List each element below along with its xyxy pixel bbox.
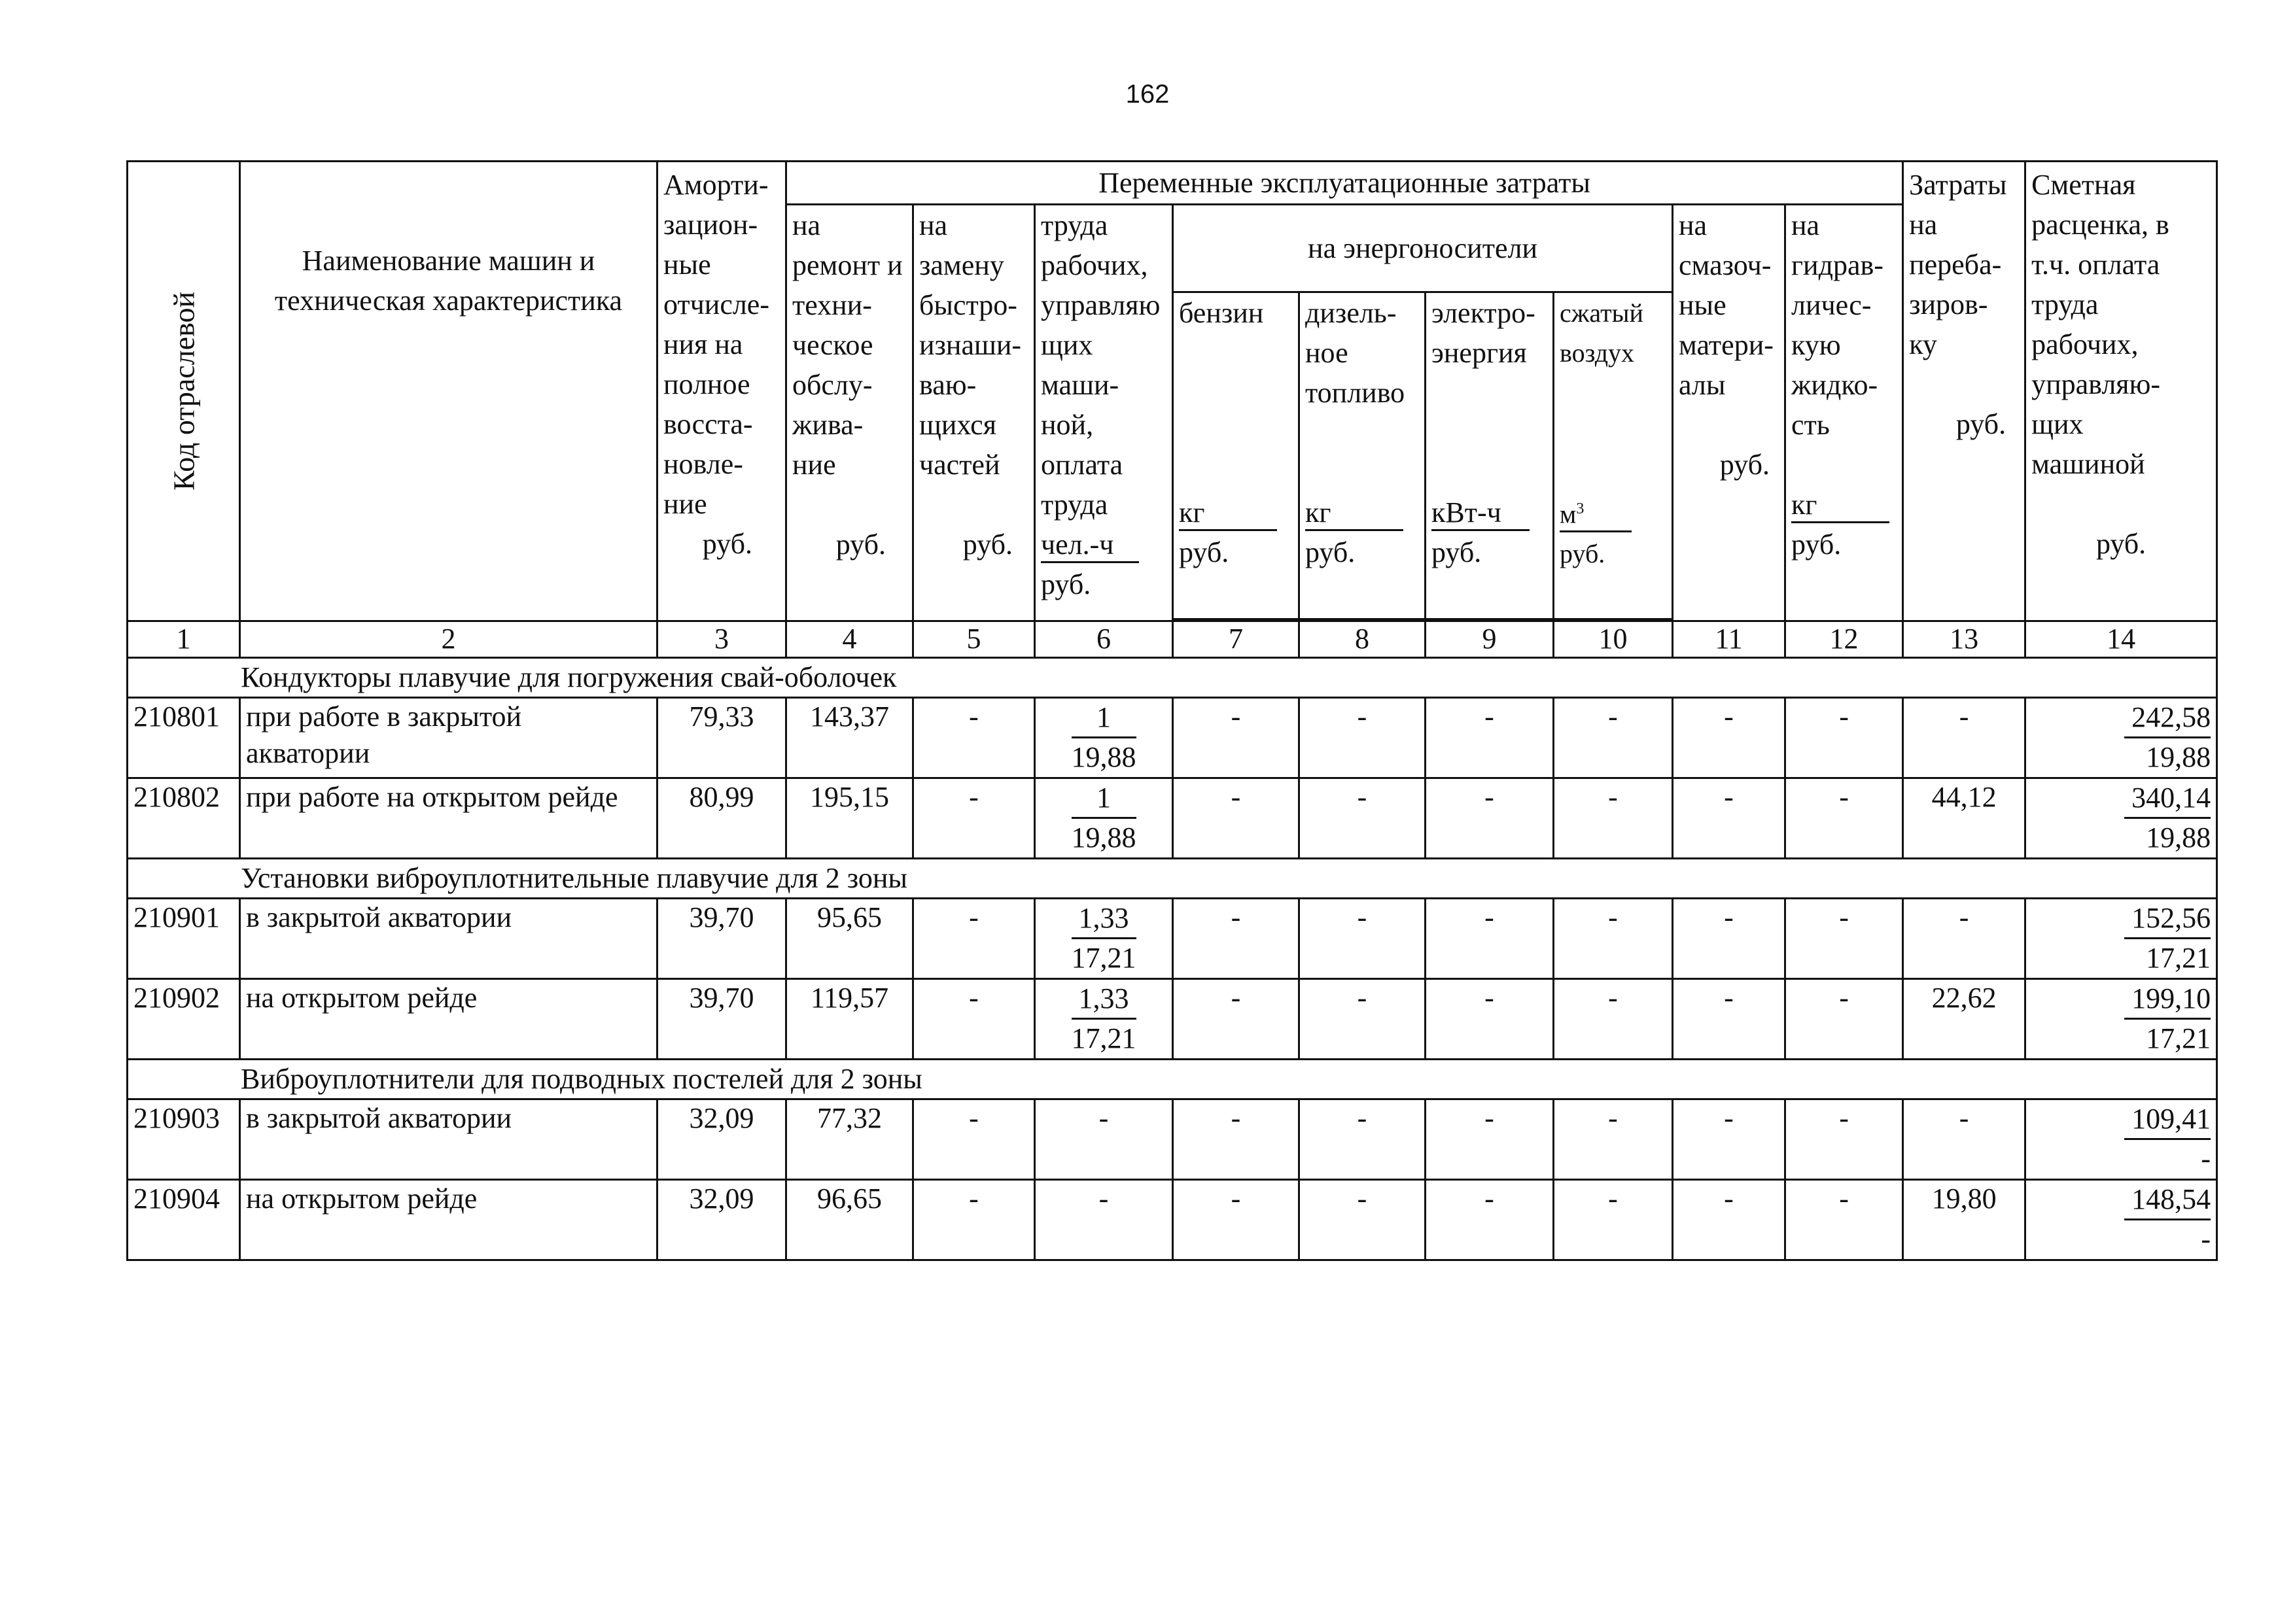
row-relocation: 22,62 [1903, 979, 2025, 1060]
row-code: 210904 [128, 1180, 240, 1260]
row-amort: 79,33 [657, 698, 786, 778]
fraction-numerator: 148,54 [2124, 1181, 2211, 1220]
header-line: техни- [792, 289, 872, 321]
header-line: энергия [1431, 337, 1527, 369]
row-hydro: - [1785, 698, 1903, 778]
row-replace: - [913, 778, 1035, 859]
header-lube [1673, 205, 1785, 621]
petrol-rub: руб. [1179, 536, 1229, 568]
row-hydro: - [1785, 979, 1903, 1060]
row-estimate [2025, 698, 2217, 778]
row-repair: 77,32 [786, 1099, 913, 1180]
row-relocation: - [1903, 899, 2025, 979]
column-number-9: 9 [1426, 621, 1554, 658]
row-lube: - [1673, 899, 1785, 979]
header-line: ной, [1041, 409, 1094, 441]
row-estimate [2025, 778, 2217, 859]
header-line: Аморти- [663, 169, 769, 201]
header-line: щих [2031, 408, 2084, 440]
row-estimate [2025, 979, 2217, 1060]
column-number-3: 3 [657, 621, 786, 658]
row-code: 210802 [128, 778, 240, 859]
row-air: - [1554, 1180, 1673, 1260]
row-relocation: 19,80 [1903, 1180, 2025, 1260]
row-amort: 32,09 [657, 1099, 786, 1180]
row-air: - [1554, 778, 1673, 859]
header-line: рабочих, [1041, 249, 1148, 281]
header-line: на [792, 209, 821, 241]
row-repair: 119,57 [786, 979, 913, 1060]
row-hydro: - [1785, 899, 1903, 979]
row-petrol: - [1173, 1099, 1299, 1180]
header-petrol: бензин кг руб. [1173, 292, 1299, 619]
table-row [128, 1180, 2217, 1260]
row-name: при работе на открытом рейде [240, 778, 657, 859]
header-line: электро- [1431, 297, 1535, 329]
row-name: в закрытой акватории [240, 899, 657, 979]
header-amort [657, 162, 786, 621]
hydro-unit: кг [1791, 489, 1889, 523]
row-relocation: - [1903, 698, 2025, 778]
row-petrol: - [1173, 979, 1299, 1060]
row-diesel: - [1299, 899, 1426, 979]
column-number-2: 2 [240, 621, 657, 658]
row-hydro: - [1785, 1099, 1903, 1180]
diesel-unit: кг [1305, 496, 1403, 531]
reloc-unit: руб. [1955, 408, 2006, 440]
column-number-13: 13 [1903, 621, 2025, 658]
row-labor [1035, 698, 1173, 778]
section-row [128, 859, 2217, 899]
header-line: Сметная [2031, 169, 2136, 201]
fraction-denominator: 19,88 [2146, 821, 2211, 854]
header-line: новле- [663, 448, 743, 480]
fraction-numerator: 1,33 [1072, 980, 1136, 1020]
table-row [128, 899, 2217, 979]
row-labor: - [1035, 1099, 1173, 1180]
header-line: сжатый [1560, 298, 1643, 328]
fraction-denominator: 19,88 [2146, 741, 2211, 773]
fraction-numerator: 242,58 [2124, 699, 2211, 738]
row-estimate [2025, 1099, 2217, 1180]
column-numbers-row [128, 621, 2217, 658]
row-petrol: - [1173, 778, 1299, 859]
table-row [128, 778, 2217, 859]
petrol-unit: кг [1179, 496, 1277, 531]
row-labor [1035, 979, 1173, 1060]
row-diesel: - [1299, 1099, 1426, 1180]
header-diesel [1299, 292, 1426, 619]
page-number: 162 [1125, 80, 1170, 109]
fraction-denominator: - [2201, 1143, 2211, 1175]
header-labor [1035, 205, 1173, 621]
row-diesel: - [1299, 698, 1426, 778]
column-number-14: 14 [2025, 621, 2217, 658]
table-row [128, 979, 2217, 1060]
amort-unit: руб. [702, 528, 752, 560]
row-diesel: - [1299, 979, 1426, 1060]
fraction-numerator: 1 [1072, 699, 1136, 738]
row-air: - [1554, 899, 1673, 979]
fraction-denominator: 17,21 [2146, 1022, 2211, 1054]
header-line: щихся [919, 409, 996, 441]
row-electric: - [1426, 698, 1554, 778]
row-name: в закрытой акватории [240, 1099, 657, 1180]
row-lube: - [1673, 979, 1785, 1060]
lube-unit: руб. [1719, 449, 1770, 481]
header-line: изнаши- [919, 329, 1022, 361]
row-lube: - [1673, 1099, 1785, 1180]
header-line: замену [919, 249, 1004, 281]
row-code: 210801 [128, 698, 240, 778]
header-line: матери- [1679, 329, 1774, 361]
header-line: восста- [663, 408, 753, 440]
row-relocation: 44,12 [1903, 778, 2025, 859]
fraction-denominator: 17,21 [1071, 942, 1136, 974]
labor-unit: чел.-ч [1041, 528, 1139, 563]
fraction-denominator: 19,88 [1071, 821, 1136, 854]
column-number-12: 12 [1785, 621, 1903, 658]
row-diesel: - [1299, 778, 1426, 859]
section-row [128, 1060, 2217, 1099]
header-line: оплата [1041, 449, 1123, 481]
row-amort: 80,99 [657, 778, 786, 859]
row-repair: 143,37 [786, 698, 913, 778]
header-line: зиров- [1909, 288, 1988, 320]
row-amort: 39,70 [657, 899, 786, 979]
row-electric: - [1426, 979, 1554, 1060]
row-amort: 39,70 [657, 979, 786, 1060]
row-repair: 195,15 [786, 778, 913, 859]
table-row [128, 698, 2217, 778]
header-line: труда [1041, 209, 1108, 241]
column-number-5: 5 [913, 621, 1035, 658]
header-line: рабочих, [2031, 328, 2139, 360]
header-line: ваю- [919, 369, 977, 401]
fraction-denominator: 19,88 [1071, 741, 1136, 773]
header-line: на [919, 209, 948, 241]
header-line: обслу- [792, 369, 873, 401]
header-line: ние [663, 488, 707, 520]
header-line: жидко- [1791, 369, 1878, 401]
row-diesel: - [1299, 1180, 1426, 1260]
row-relocation: - [1903, 1099, 2025, 1180]
section-title: Виброуплотнители для подводных постелей для 2 зоны [128, 1060, 2217, 1099]
header-line: воздух [1560, 338, 1635, 368]
header-line: кую [1791, 329, 1841, 361]
fraction-denominator: 17,21 [1071, 1022, 1136, 1054]
header-line: топливо [1305, 377, 1405, 409]
header-line: смазоч- [1679, 249, 1772, 281]
fraction-numerator: 109,41 [2124, 1100, 2211, 1140]
header-line: гидрав- [1791, 249, 1883, 281]
row-petrol: - [1173, 698, 1299, 778]
row-lube: - [1673, 778, 1785, 859]
header-line: быстро- [919, 289, 1017, 321]
row-air: - [1554, 979, 1673, 1060]
header-line: на [1679, 209, 1708, 241]
header-line: расценка, в [2031, 209, 2169, 241]
header-line: ремонт и [792, 249, 903, 281]
header-line: зацион- [663, 209, 758, 241]
header-electric [1426, 292, 1554, 619]
header-line: труда [2031, 288, 2099, 320]
header-line: алы [1679, 369, 1726, 401]
section-title: Кондукторы плавучие для погружения свай-оболочек [128, 658, 2217, 698]
fraction-denominator: - [2201, 1223, 2211, 1255]
header-line: труда [1041, 489, 1108, 521]
row-petrol: - [1173, 1180, 1299, 1260]
electric-rub: руб. [1431, 536, 1482, 568]
row-lube: - [1673, 1180, 1785, 1260]
column-number-11: 11 [1673, 621, 1785, 658]
header-line: управляю- [2031, 368, 2161, 400]
row-petrol: - [1173, 899, 1299, 979]
row-code: 210903 [128, 1099, 240, 1180]
column-number-7: 7 [1173, 621, 1299, 658]
fraction-numerator: 152,56 [2124, 899, 2211, 939]
row-repair: 96,65 [786, 1180, 913, 1260]
fraction-denominator: 17,21 [2146, 942, 2211, 974]
row-labor [1035, 899, 1173, 979]
header-line: частей [919, 449, 1000, 481]
row-replace: - [913, 979, 1035, 1060]
header-energy: на энергоносители [1173, 205, 1673, 292]
header-repair [786, 205, 913, 621]
column-number-10: 10 [1554, 621, 1673, 658]
header-line: машиной [2031, 448, 2145, 480]
fraction-numerator: 1,33 [1072, 899, 1136, 939]
row-lube: - [1673, 698, 1785, 778]
header-line: отчисле- [663, 288, 769, 320]
row-repair: 95,65 [786, 899, 913, 979]
air-rub: руб. [1560, 539, 1605, 569]
section-row [128, 658, 2217, 698]
replace-unit: руб. [962, 528, 1013, 561]
header-line: жива- [792, 409, 864, 441]
header-line: ное [1305, 337, 1348, 369]
header-line: полное [663, 368, 750, 400]
column-number-8: 8 [1299, 621, 1426, 658]
row-replace: - [913, 698, 1035, 778]
header-estimate [2025, 162, 2217, 621]
header-line: ческое [792, 329, 873, 361]
diesel-rub: руб. [1305, 536, 1356, 568]
fraction-numerator: 340,14 [2124, 779, 2211, 819]
header-line: маши- [1041, 369, 1119, 401]
section-title: Установки виброуплотнительные плавучие для 2 зоны [128, 859, 2217, 899]
header-replace [913, 205, 1035, 621]
rates-table [126, 160, 2218, 1261]
labor-rub: руб. [1041, 568, 1091, 600]
row-labor: - [1035, 1180, 1173, 1260]
row-estimate [2025, 1180, 2217, 1260]
row-replace: - [913, 1099, 1035, 1180]
column-number-1: 1 [128, 621, 240, 658]
fraction-numerator: 199,10 [2124, 980, 2211, 1020]
row-electric: - [1426, 1099, 1554, 1180]
row-air: - [1554, 698, 1673, 778]
fraction-numerator: 1 [1072, 779, 1136, 819]
header-hydro [1785, 205, 1903, 621]
header-line: ку [1909, 328, 1937, 360]
estimate-unit: руб. [2095, 528, 2146, 560]
row-name: при работе в закрытой акватории [240, 698, 657, 778]
repair-unit: руб. [835, 528, 886, 561]
header-line: на [1909, 209, 1938, 241]
header-line: ные [663, 249, 711, 281]
row-code: 210902 [128, 979, 240, 1060]
header-line: ные [1679, 289, 1726, 321]
header-relocation [1903, 162, 2025, 621]
row-amort: 32,09 [657, 1180, 786, 1260]
header-line: управляю [1041, 289, 1161, 321]
header-line: личес- [1791, 289, 1872, 321]
row-replace: - [913, 899, 1035, 979]
row-labor [1035, 778, 1173, 859]
table-row [128, 1099, 2217, 1180]
row-electric: - [1426, 899, 1554, 979]
column-number-6: 6 [1035, 621, 1173, 658]
header-variable: Переменные эксплуатационные затраты [786, 162, 1903, 205]
row-code: 210901 [128, 899, 240, 979]
column-number-4: 4 [786, 621, 913, 658]
header-line: т.ч. оплата [2031, 249, 2160, 281]
row-electric: - [1426, 778, 1554, 859]
header-name: Наименование машин и техническая характеристика [240, 162, 657, 621]
header-line: ние [792, 449, 836, 481]
header-line: на [1791, 209, 1820, 241]
air-unit: $м^3$ [1560, 492, 1632, 532]
header-line: Затраты [1909, 169, 2007, 201]
header-line: щих [1041, 329, 1093, 361]
row-electric: - [1426, 1180, 1554, 1260]
hydro-rub: руб. [1791, 528, 1842, 561]
header-air [1554, 292, 1673, 619]
header-line: дизель- [1305, 297, 1397, 329]
header-line: переба- [1909, 249, 2002, 281]
electric-unit: кВт-ч [1431, 496, 1530, 531]
row-name: на открытом рейде [240, 979, 657, 1060]
row-hydro: - [1785, 778, 1903, 859]
row-replace: - [913, 1180, 1035, 1260]
row-name: на открытом рейде [240, 1180, 657, 1260]
row-hydro: - [1785, 1180, 1903, 1260]
header-line: сть [1791, 409, 1830, 441]
header-line: ния на [663, 328, 743, 360]
header-code: Код отраслевой [128, 162, 240, 621]
row-air: - [1554, 1099, 1673, 1180]
row-estimate [2025, 899, 2217, 979]
